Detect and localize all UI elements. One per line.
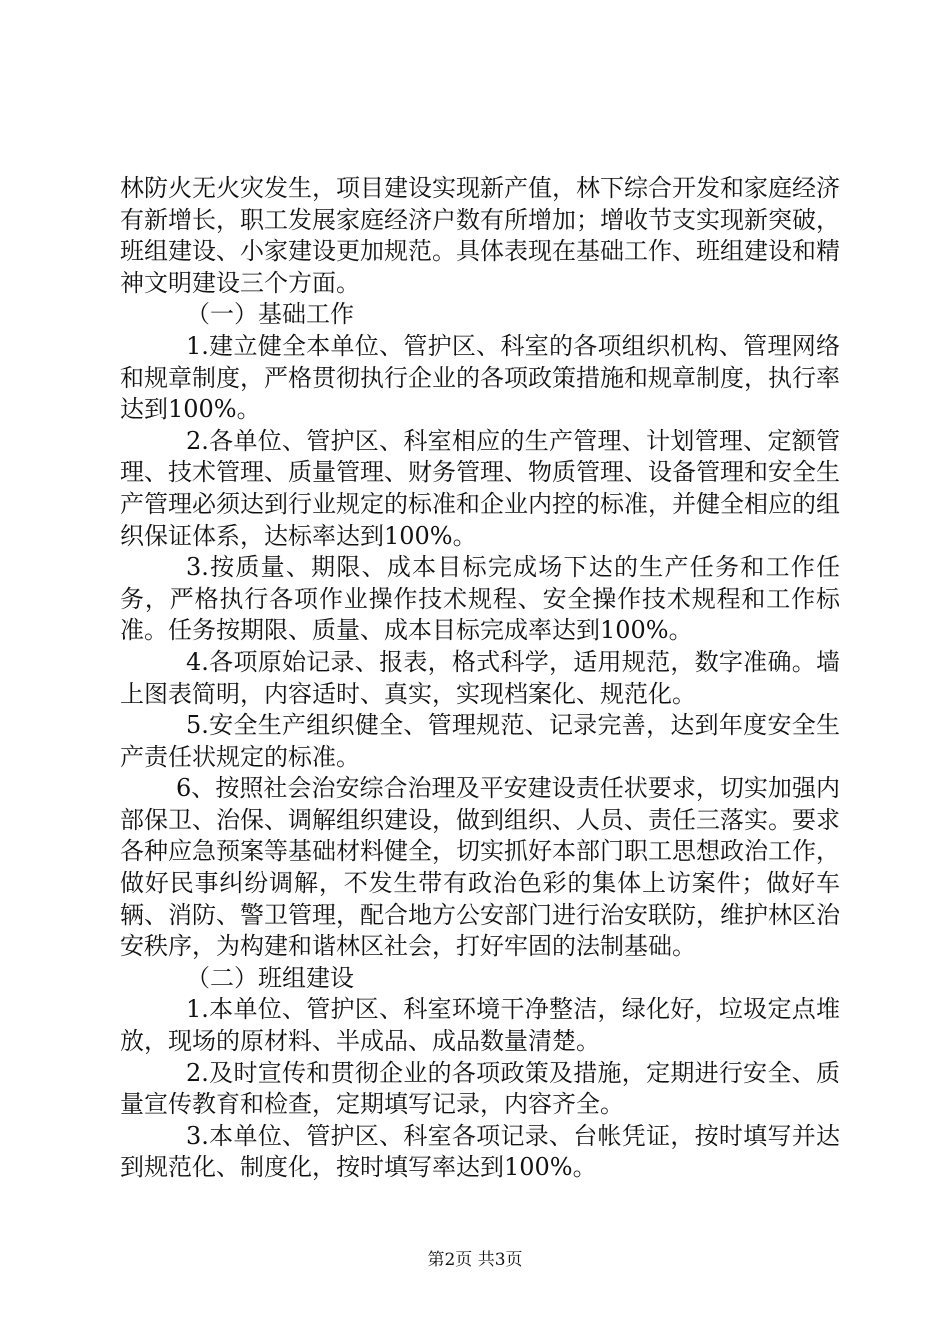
page-number: 第2页 共3页: [427, 1250, 523, 1270]
paragraph-item-6: 6、按照社会治安综合治理及平安建设责任状要求，切实加强内部保卫、治保、调解组织建设，做到组织、人员、责任三落实。要求各种应急预案等基础材料健全，切实抓好本部门职工思想政治工作，做好民事纠纷调解，不发生带有政治色彩的集体上访案件；做好车辆、消防、警卫管理，配合地方公安部门进行治安联防，维护林区治安秩序，为构建和谐林区社会，打好牢固的法制基础。: [120, 774, 840, 961]
paragraph-team-item-1: 1.本单位、管护区、科室环境干净整洁，绿化好，垃圾定点堆放，现场的原材料、半成品、成品数量清楚。: [120, 995, 840, 1056]
paragraph-team-item-3: 3.本单位、管护区、科室各项记录、台帐凭证，按时填写并达到规范化、制度化，按时填写率达到100%。: [120, 1121, 840, 1182]
paragraph-item-3: 3.按质量、期限、成本目标完成场下达的生产任务和工作任务，严格执行各项作业操作技术规程、安全操作技术规程和工作标准。任务按期限、质量、成本目标完成率达到100%。: [120, 553, 840, 645]
document-body: [120, 173, 840, 1184]
paragraph-item-1: 1.建立健全本单位、管护区、科室的各项组织机构、管理网络和规章制度，严格贯彻执行企业的各项政策措施和规章制度，执行率达到100%。: [120, 331, 840, 424]
paragraph-item-5: 5.安全生产组织健全、管理规范、记录完善，达到年度安全生产责任状规定的标准。: [120, 711, 840, 771]
section-heading-team-building: （二）班组建设: [186, 963, 354, 992]
paragraph-team-item-2: 2.及时宣传和贯彻企业的各项政策及措施，定期进行安全、质量宣传教育和检查，定期填写记录，内容齐全。: [120, 1058, 840, 1119]
section-heading-basic-work: （一）基础工作: [186, 300, 354, 329]
paragraph-item-2: 2.各单位、管护区、科室相应的生产管理、计划管理、定额管理、技术管理、质量管理、财务管理、物质管理、设备管理和安全生产管理必须达到行业规定的标准和企业内控的标准，并健全相应的组织保证体系，达标率达到100%。: [120, 426, 840, 550]
paragraph-continuation: 林防火无火灾发生，项目建设实现新产值，林下综合开发和家庭经济有新增长，职工发展家庭经济户数有所增加；增收节支实现新突破，班组建设、小家建设更加规范。具体表现在基础工作、班组建设和精神文明建设三个方面。: [120, 174, 840, 297]
paragraph-item-4: 4.各项原始记录、报表，格式科学，适用规范，数字准确。墙上图表简明，内容适时、真实，实现档案化、规范化。: [120, 647, 840, 708]
